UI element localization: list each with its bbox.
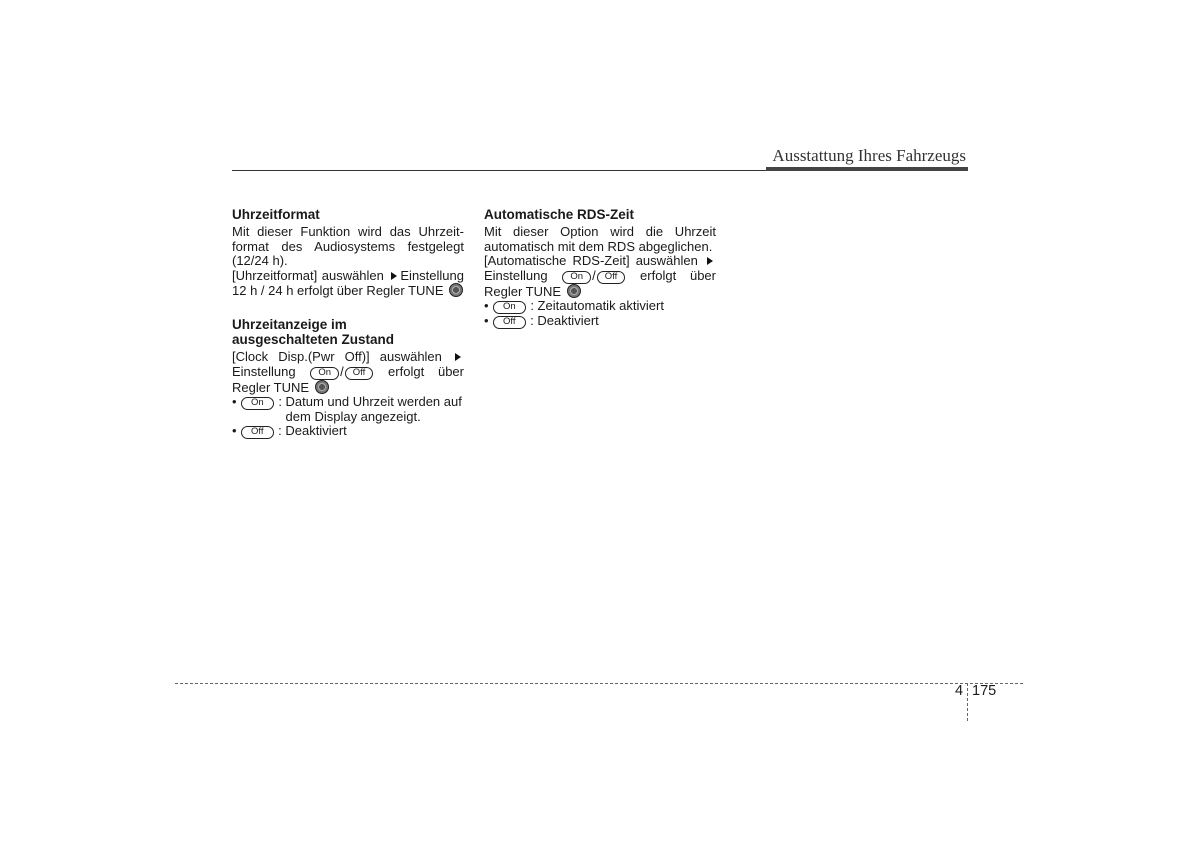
bullet-item (232, 395, 464, 424)
text: [Automatische RDS-Zeit] auswählen (484, 253, 698, 269)
chapter-number: 4 (955, 683, 964, 699)
section-title-uhrzeitanzeige (232, 317, 464, 347)
bullet-item (484, 314, 716, 329)
text: dem Display angezeigt. (285, 408, 421, 424)
on-button-icon: On (310, 367, 339, 380)
footer-dashed-rule (175, 683, 1023, 684)
bullet-item (484, 299, 716, 314)
bullet-text: : Deaktiviert (278, 423, 347, 439)
bullet-text (278, 395, 464, 424)
left-column (232, 207, 464, 439)
bullet-dot: • (484, 313, 489, 329)
running-header: Ausstattung Ihres Fahrzeugs (772, 146, 966, 165)
text: erfolgt über (640, 267, 716, 283)
off-button-icon: Off (345, 367, 374, 380)
paragraph-line: Mit dieser Option wird die Uhrzeit (484, 224, 716, 239)
arrow-right-icon (391, 272, 397, 280)
paragraph-line: format des Audiosystems festgelegt (232, 238, 464, 254)
paragraph-line (484, 284, 716, 300)
footer-vertical-rule (967, 683, 968, 721)
page-number: 175 (972, 683, 997, 699)
bullet-dot: • (232, 423, 237, 439)
paragraph-line (232, 350, 464, 365)
paragraph-line: (12/24 h). (232, 253, 288, 269)
header-bar (766, 167, 968, 171)
on-off-buttons: On / Off (561, 268, 626, 283)
paragraph-line (232, 380, 464, 396)
paragraph-line: Mit dieser Funktion wird das Uhrzeit- (232, 224, 464, 239)
bullet-text: : Zeitautomatik aktiviert (530, 298, 664, 314)
label (492, 299, 530, 314)
text: [Uhrzeitformat] auswählen (232, 267, 384, 283)
paragraph-line: automatisch mit dem RDS abgeglichen. (484, 238, 713, 254)
off-button-icon: Off (597, 271, 626, 284)
paragraph-line (484, 254, 716, 269)
section-title-rds-zeit: Automatische RDS-Zeit (484, 207, 635, 222)
title-line: ausgeschalteten Zustand (232, 331, 395, 347)
arrow-right-icon (707, 257, 713, 265)
text: Regler TUNE (232, 379, 310, 395)
text: [Clock Disp.(Pwr Off)] auswählen (232, 348, 442, 364)
text: Einstellung (400, 267, 464, 283)
bullet-dot: • (232, 394, 237, 410)
tune-knob-icon (567, 284, 581, 298)
paragraph-line (232, 269, 464, 284)
middle-column (484, 207, 716, 329)
label (240, 424, 278, 439)
on-button-icon: On (493, 301, 526, 314)
on-off-buttons: On / Off (309, 364, 374, 379)
paragraph-line (484, 269, 716, 284)
tune-knob-icon (315, 380, 329, 394)
arrow-right-icon (455, 353, 461, 361)
bullet-item (232, 424, 464, 439)
off-button-icon: Off (493, 316, 526, 329)
on-button-icon: On (562, 271, 591, 284)
text: Einstellung (232, 363, 296, 379)
text: 12 h / 24 h erfolgt über Regler TUNE (232, 283, 444, 299)
off-button-icon: Off (241, 426, 274, 439)
paragraph-line (232, 365, 464, 380)
label (240, 395, 278, 424)
tune-knob-icon (449, 283, 463, 297)
on-button-icon: On (241, 397, 274, 410)
paragraph-line (232, 283, 464, 299)
title-line: Uhrzeitanzeige im (232, 316, 347, 332)
bullet-dot: • (484, 298, 489, 314)
text: erfolgt über (388, 363, 464, 379)
text: Einstellung (484, 267, 548, 283)
section-title-uhrzeitformat: Uhrzeitformat (232, 207, 320, 222)
label (492, 314, 530, 329)
bullet-text: : Deaktiviert (530, 313, 599, 329)
text: : Datum und Uhrzeit werden auf (278, 394, 462, 410)
text: Regler TUNE (484, 283, 562, 299)
